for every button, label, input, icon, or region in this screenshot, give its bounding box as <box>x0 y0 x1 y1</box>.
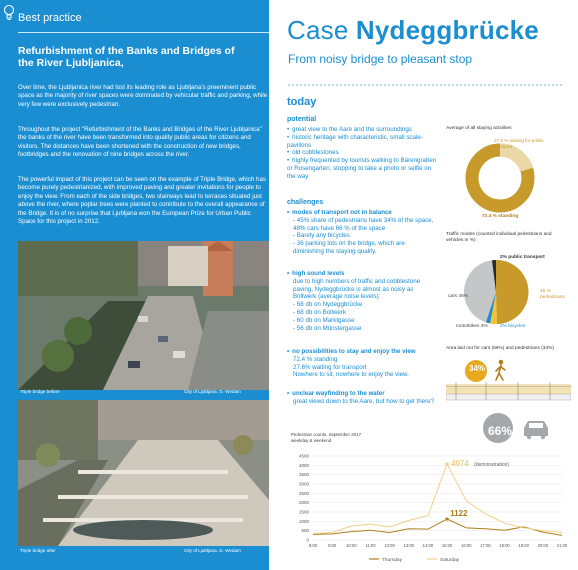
x-tick-label: 9:00 <box>328 543 337 548</box>
x-tick-label: 10:00 <box>346 543 357 548</box>
potential-list <box>287 126 437 181</box>
list-item: • highly frequented by tourists walking to Bärengraben or Rosengarten, stopping to take a photo or selfie on the way <box>287 157 437 180</box>
credit-after: City of Ljubljana, D. Wedam <box>184 548 241 553</box>
left-title: Refurbishment of the Banks and Bridges of the River Ljubljanica, <box>18 45 235 69</box>
y-tick-label: 2500 <box>298 490 309 496</box>
x-tick-label: 17:00 <box>480 543 491 548</box>
challenges-heading: challenges <box>287 199 324 206</box>
area-ped-pct: 34% <box>469 364 486 373</box>
y-tick-label: 0 <box>306 537 309 543</box>
left-panel <box>0 0 269 570</box>
legend-label: Saturday <box>440 558 460 563</box>
area-car-pct: 66% <box>488 424 513 438</box>
paragraph-2: Throughout the project "Refurbishment of the Banks and Bridges of the River Ljubljanica" the banks of the river have been transformed into quality public areas for citizens and visitors. The distances have been shortened with the construction of new bridges, footbridges and the renovation of nine bridges across the river. <box>18 126 262 159</box>
credit-before: City of Ljubljana, D. Wedam <box>184 389 241 394</box>
modes-label-moto: motorbikes 3% <box>456 324 488 329</box>
y-tick-label: 3000 <box>298 481 309 487</box>
challenge-4: • unclear wayfinding to the water great views down to the Aare, but how to get there? <box>287 390 437 406</box>
y-tick-label: 500 <box>301 528 309 534</box>
y-tick-label: 1000 <box>298 518 309 524</box>
list-item: • old cobblestones <box>287 149 437 157</box>
x-tick-label: 8:00 <box>308 543 318 548</box>
peak-point-saturday <box>445 462 448 465</box>
legend-label: Thursday <box>382 558 402 563</box>
y-tick-label: 4500 <box>298 453 309 459</box>
challenge-3: • no possibilities to stay and enjoy the view 72.4 % standing 27.6% waiting for transport Nowhere to sit, nowhere to enjoy the view. <box>287 348 437 379</box>
donut-label-wait: 27.6 % waiting for public transport <box>494 138 544 149</box>
x-tick-label: 20:00 <box>537 543 549 548</box>
modes-label-ped: 45 % pedestrians <box>540 289 565 300</box>
chart-subtitle: weekday & weekend <box>291 438 332 443</box>
modes-label-cars: cars 48% <box>448 294 468 299</box>
car-icon <box>524 421 548 439</box>
pedestrian-line-chart <box>287 448 572 570</box>
best-practice-label: Best practice <box>18 12 82 24</box>
list-item: • historic heritage with characteristic, small scale-pavillons <box>287 134 437 150</box>
x-tick-label: 14:00 <box>422 543 434 548</box>
donut-label-stand: 72.4 % standing <box>482 214 519 219</box>
staying-donut <box>460 138 540 218</box>
x-tick-label: 13:00 <box>403 543 415 548</box>
x-tick-label: 11:00 <box>365 543 376 548</box>
chart-title: Pedestrian counts, September 2017 <box>291 432 362 437</box>
divider <box>18 32 269 33</box>
modes-label-pt: 2% public transport <box>500 255 545 260</box>
dotted-divider <box>287 83 563 87</box>
today-heading: today <box>287 96 317 108</box>
case-subtitle: From noisy bridge to pleasant stop <box>288 52 473 66</box>
caption-after: Triple bridge after <box>20 548 56 553</box>
case-title: Case Nydeggbrücke <box>287 15 539 45</box>
x-tick-label: 15:00 <box>441 543 453 548</box>
challenge-1: • modes of transport not in balance - 45% share of pedestrians have 34% of the space, 48% cars have 66 % of the space - Barely any bicycles - 36 parking lots on the bridge, which are diminishing the staying quality. <box>287 209 437 256</box>
lightbulb-icon <box>3 4 15 22</box>
challenge-2: • high sound levels due to high numbers of traffic and cobblestone paving, Nydeggbrücke is almost as noisy as Bollwerk (average noise levels): - 68 db on Nydeggbrücke - 68 db on Bollwerk - 60 db on Marktgasse - 56 db on Münstergasse <box>287 270 437 332</box>
x-tick-label: 19:00 <box>518 543 529 548</box>
caption-before: Triple bridge before <box>20 389 60 394</box>
y-tick-label: 3500 <box>298 472 309 478</box>
y-tick-label: 2000 <box>298 500 309 506</box>
photo-after <box>18 400 269 546</box>
x-tick-label: 16:00 <box>460 543 472 548</box>
annotation-demonstration: (demonstration) <box>474 461 510 468</box>
modes-pie <box>462 258 530 326</box>
area-title: Area laid out for cars (66%) and pedestrians (34%) <box>446 346 554 351</box>
x-tick-label: 21:00 <box>556 543 568 548</box>
paragraph-1: Over time, the Ljubljanica river had lost its leading role as Ljubljana's preeminent public space as the majority of river spaces were dominated by vehicular traffic and parking, while very few were exclusively pedestrian. <box>18 84 268 108</box>
y-tick-label: 4000 <box>298 462 309 468</box>
walking-person-icon <box>496 360 505 380</box>
photo-before <box>18 241 269 390</box>
potential-heading: potential <box>287 116 317 123</box>
annotation-thursday-peak: 1122 <box>450 509 468 519</box>
annotation-saturday-peak: 4074 <box>451 458 469 468</box>
donut-title: Average of all staying activities <box>446 126 512 131</box>
list-item: • great view to the Aare and the surroundings <box>287 126 437 134</box>
modes-title: Traffic modes (counted individual pedestrians and vehicles in %) <box>446 232 552 243</box>
y-tick-label: 1500 <box>298 509 309 515</box>
paragraph-3: The powerful impact of this project can be seen on the example of Triple Bridge, which has become purely pedestrianized, with improved paving and greater invitations for people to enjoy the view. From each of the side bridges, two stairways lead to terraces situated just above the river, where poplar trees were planted to contribute to the overall appearance of the Bridge. It is of no surprise that Ljubljana won the European Prize for Urban Public Space for this project in 2012. <box>18 176 266 226</box>
modes-label-bike: 2% bicycles <box>500 324 526 329</box>
x-tick-label: 12:00 <box>384 543 395 548</box>
peak-point-thursday <box>445 517 448 520</box>
x-tick-label: 18:00 <box>499 543 510 548</box>
